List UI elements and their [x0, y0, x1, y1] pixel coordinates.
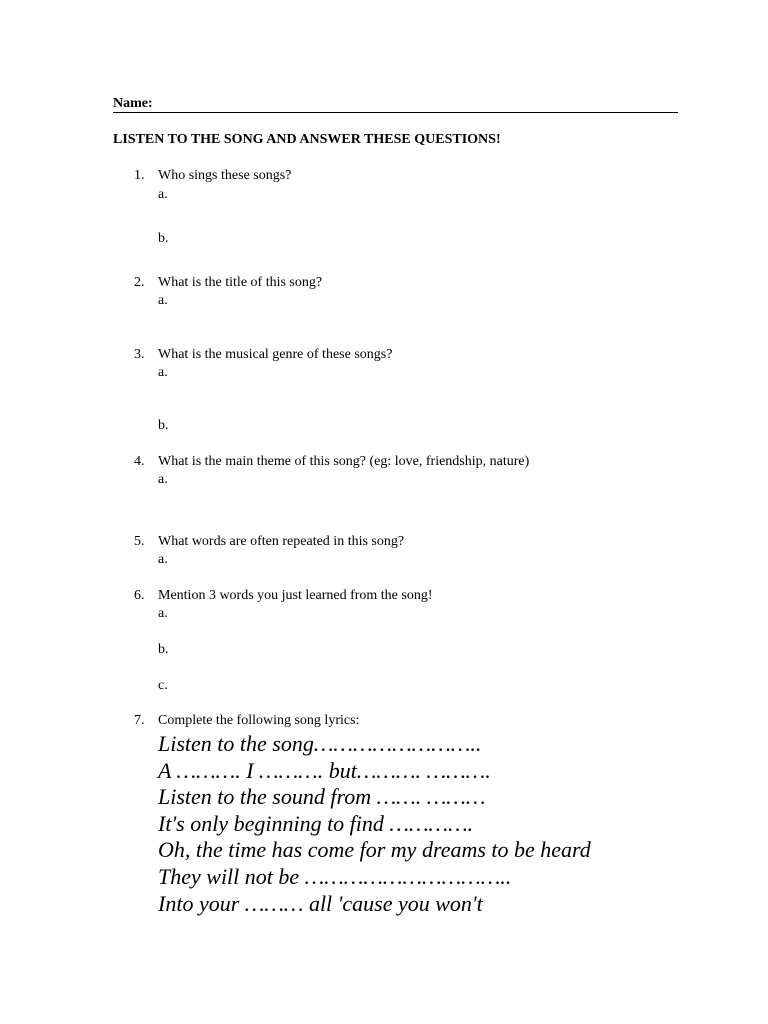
lyric-line: Listen to the sound from ……. ……… [158, 784, 486, 810]
question-number: 4. [134, 454, 145, 469]
answer-label-4a: a. [158, 472, 168, 487]
question-text: What is the main theme of this song? (eg: love, friendship, nature) [158, 454, 530, 469]
lyric-line: Listen to the song…………………….. [158, 731, 482, 756]
lyric-line: Into your ……… all 'cause you won't [158, 890, 483, 916]
question-number: 3. [134, 347, 145, 362]
lyric-line: A ………. I ………. but………. ………. [158, 757, 491, 783]
answer-label-3a: a. [158, 365, 168, 380]
question-text: What is the title of this song? [158, 275, 323, 290]
question-text: Mention 3 words you just learned from the song! [158, 588, 433, 603]
question-text: What words are often repeated in this song? [158, 534, 405, 549]
answer-label-6c: c. [158, 678, 168, 693]
question-number: 2. [134, 275, 145, 290]
name-field[interactable] [113, 94, 678, 113]
question-number: 6. [134, 588, 145, 603]
question-number: 7. [134, 713, 145, 728]
worksheet-heading: LISTEN TO THE SONG AND ANSWER THESE QUESTIONS! [113, 132, 501, 147]
question-text: Who sings these songs? [158, 168, 292, 183]
answer-label-6a: a. [158, 606, 168, 621]
answer-label-1b: b. [158, 231, 169, 246]
lyrics-block [158, 731, 591, 917]
question-text: Complete the following song lyrics: [158, 713, 360, 728]
lyric-line: It's only beginning to find …………. [158, 810, 474, 836]
answer-label-2a: a. [158, 293, 168, 308]
answer-label-6b: b. [158, 642, 169, 657]
question-number: 1. [134, 168, 145, 183]
question-number: 5. [134, 534, 145, 549]
answer-label-3b: b. [158, 418, 169, 433]
lyric-line: Oh, the time has come for my dreams to be heard [158, 837, 591, 863]
question-text: What is the musical genre of these songs? [158, 347, 393, 362]
name-label: Name: [113, 96, 153, 111]
answer-label-1a: a. [158, 187, 168, 202]
lyric-line: They will not be ………………………….. [158, 863, 512, 889]
answer-label-5a: a. [158, 552, 168, 567]
